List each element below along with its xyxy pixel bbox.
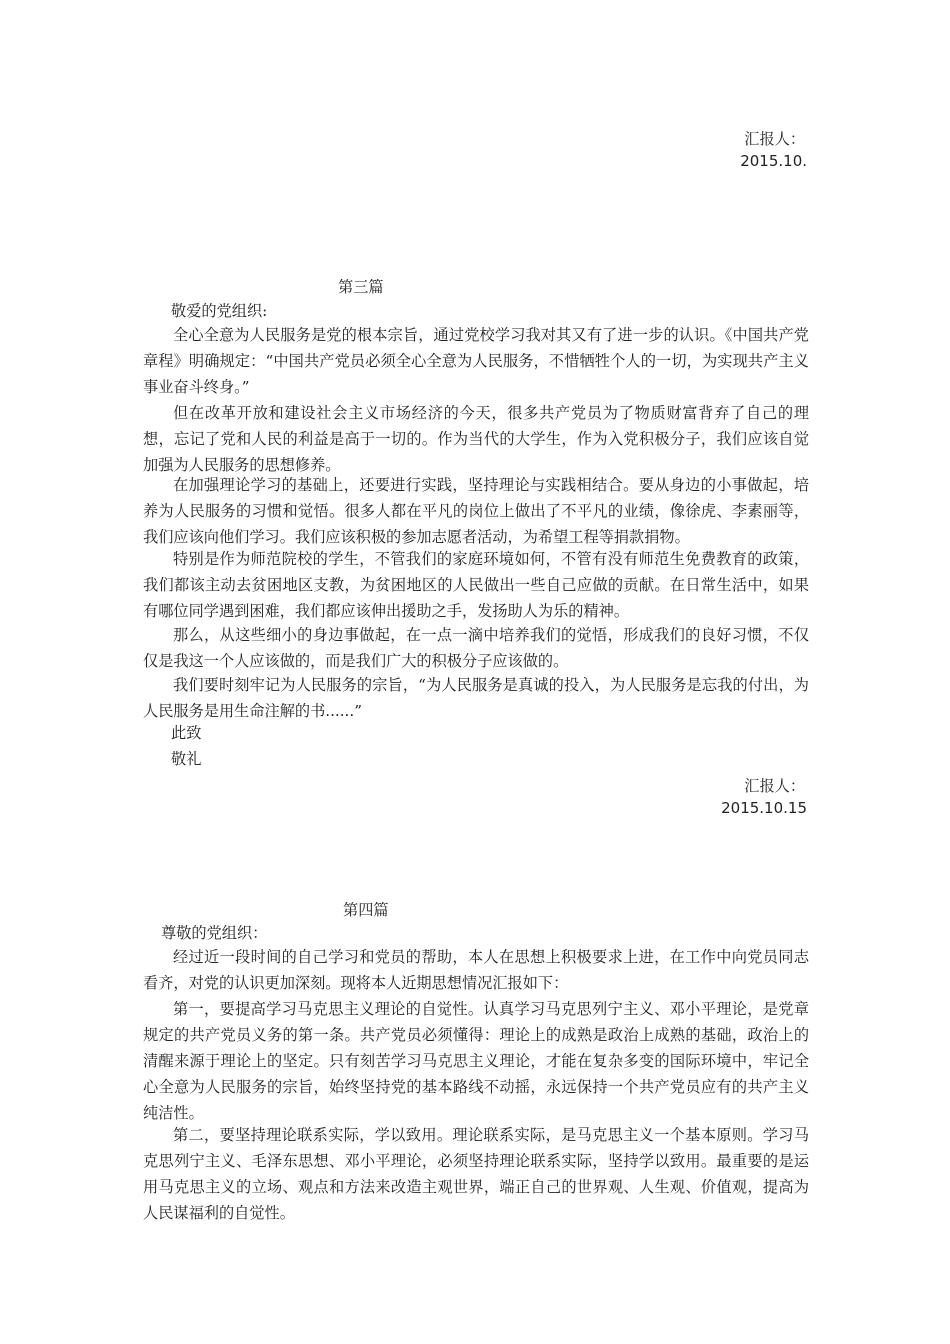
paragraph: 特别是作为师范院校的学生，不管我们的家庭环境如何，不管有没有师范生免费教育的政策，我们都该主动去贫困地区支教，为贫困地区的人民做出一些自己应做的贡献。在日常生活中，如果有哪位同学遇到困难，我们都应该伸出援助之手，发扬助人为乐的精神。: [143, 550, 809, 620]
reporter-label: 汇报人：: [744, 777, 805, 795]
paragraph: 第二，要坚持理论联系实际，学以致用。理论联系实际，是马克思主义一个基本原则。学习马克思列宁主义、毛泽东思想、邓小平理论，必须坚持理论联系实际，坚持学以致用。最重要的是运用马克思主义的立场、观点和方法来改造主观世界，端正自己的世界观、人生观、价值观，提高为人民谋福利的自觉性。: [143, 1126, 809, 1222]
report-date: 2015.10.: [740, 152, 807, 170]
section-title: 第三篇: [338, 278, 384, 296]
salutation: 敬爱的党组织:: [171, 302, 268, 320]
paragraph: 在加强理论学习的基础上，还要进行实践，坚持理论与实践相结合。要从身边的小事做起，培养为人民服务的习惯和觉悟。很多人都在平凡的岗位上做出了不平凡的业绩，像徐虎、李素丽等，我们应该向他们学习。我们应该积极的参加志愿者活动，为希望工程等捐款捐物。: [143, 476, 809, 546]
paragraph: 我们要时刻牢记为人民服务的宗旨，“为人民服务是真诚的投入，为人民服务是忘我的付出，为人民服务是用生命注解的书......”: [143, 676, 809, 720]
paragraph: 全心全意为人民服务是党的根本宗旨，通过党校学习我对其又有了进一步的认识。《中国共产党章程》明确规定：“中国共产党员必须全心全意为人民服务，不惜牺牲个人的一切，为实现共产主义事业奋斗终身。”: [143, 326, 809, 396]
salutation: 尊敬的党组织：: [161, 924, 268, 942]
reporter-label: 汇报人：: [744, 130, 805, 148]
report-date: 2015.10.15: [721, 799, 807, 817]
closing-line: 敬礼: [171, 750, 202, 768]
closing-line: 此致: [171, 724, 202, 742]
paragraph: 第一，要提高学习马克思主义理论的自觉性。认真学习马克思列宁主义、邓小平理论，是党章规定的共产党员义务的第一条。共产党员必须懂得：理论上的成熟是政治上成熟的基础，政治上的清醒来源于理论上的坚定。只有刻苦学习马克思主义理论，才能在复杂多变的国际环境中，牢记全心全意为人民服务的宗旨，始终坚持党的基本路线不动摇，永远保持一个共产党员应有的共产主义纯洁性。: [143, 1000, 809, 1122]
paragraph: 那么，从这些细小的身边事做起，在一点一滴中培养我们的觉悟，形成我们的良好习惯，不仅仅是我这一个人应该做的，而是我们广大的积极分子应该做的。: [143, 626, 809, 670]
paragraph: 经过近一段时间的自己学习和党员的帮助，本人在思想上积极要求上进，在工作中向党员同志看齐，对党的认识更加深刻。现将本人近期思想情况汇报如下：: [143, 948, 809, 992]
section-title: 第四篇: [343, 901, 389, 919]
paragraph: 但在改革开放和建设社会主义市场经济的今天，很多共产党员为了物质财富背弃了自己的理想，忘记了党和人民的利益是高于一切的。作为当代的大学生，作为入党积极分子，我们应该自觉加强为人民服务的思想修养。: [143, 404, 809, 474]
